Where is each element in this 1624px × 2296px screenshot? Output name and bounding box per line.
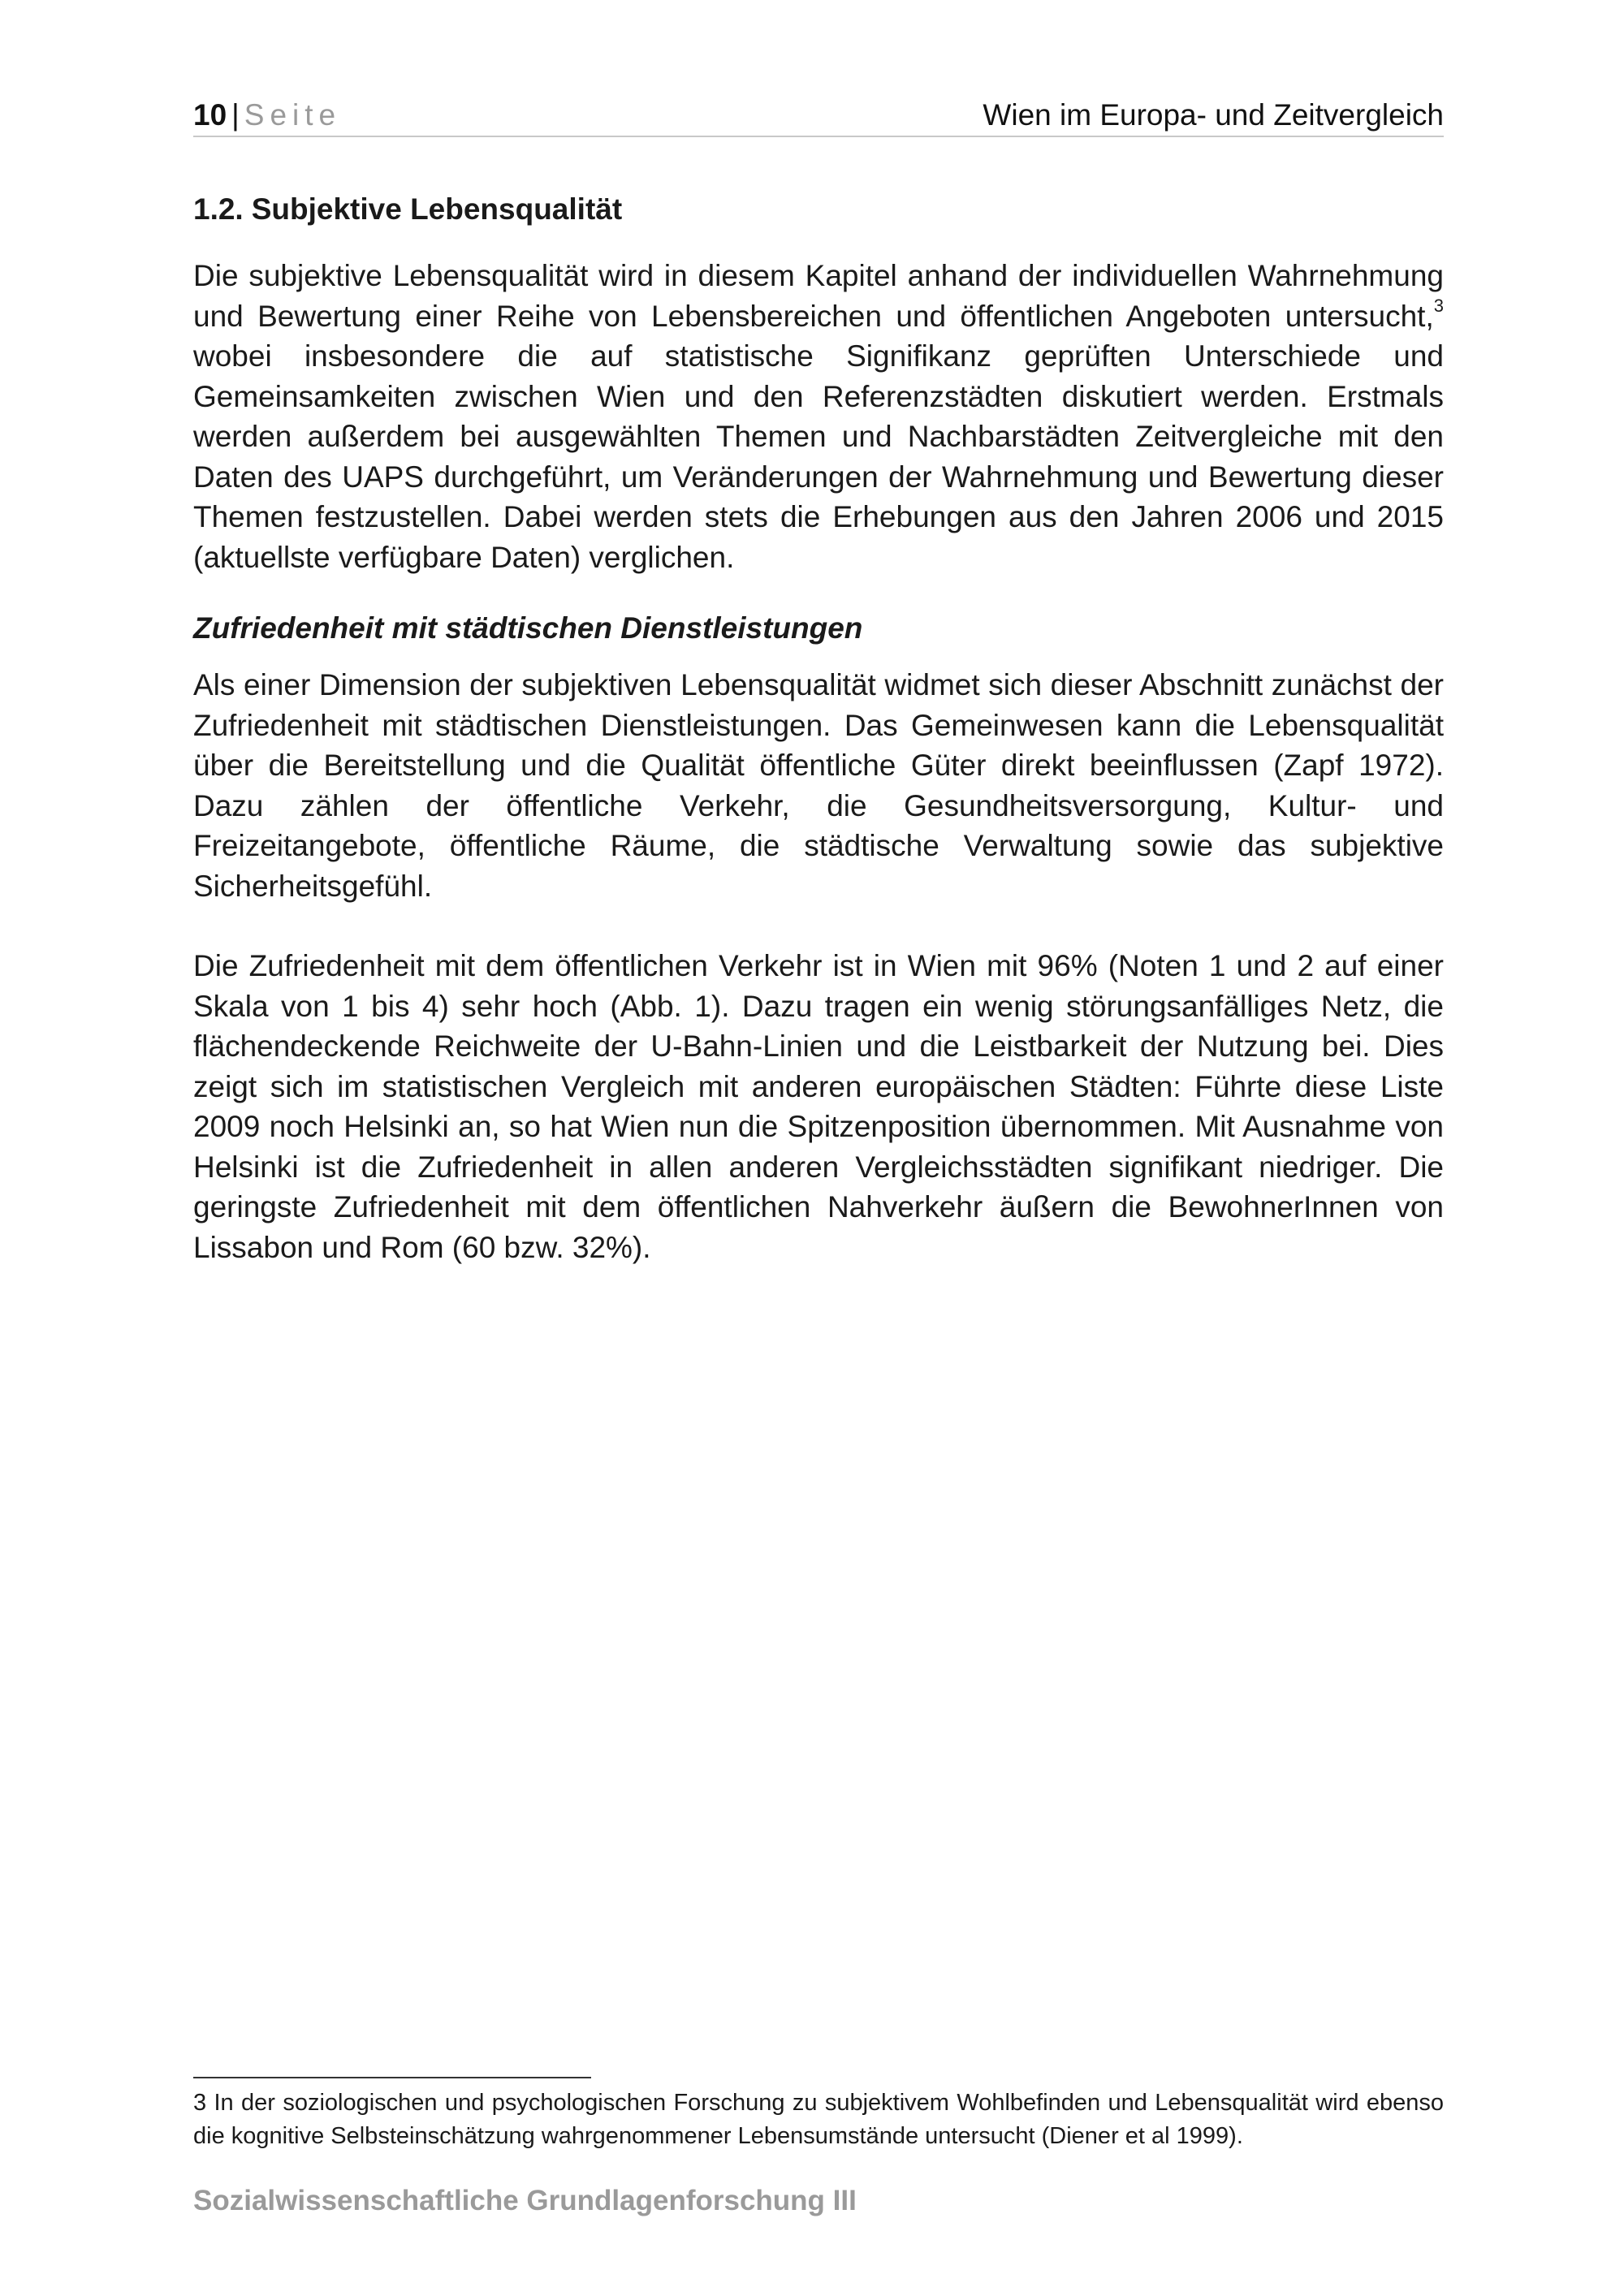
section-number: 1.2.	[193, 192, 244, 226]
paragraph-spacer	[193, 906, 1444, 946]
page-header	[193, 96, 1444, 135]
page-number-block	[193, 96, 341, 135]
intro-text-after-note: wobei insbesondere die auf statistische Signifikanz geprüften Unterschiede und Gemeinsamkeiten zwischen Wien und den Referenzstädten diskutiert werden. Erstmals werden außerdem bei ausgewählten Themen und Nachbarstädten Zeitvergleiche mit den Daten des UAPS durchgeführt, um Veränderungen der Wahrnehmung und Bewertung dieser Themen festzustellen. Dabei werden stets die Erhebungen aus den Jahren 2006 und 2015 (aktuellste verfügbare Daten) verglichen.	[193, 339, 1444, 574]
footnote-reference: 3	[1433, 295, 1444, 316]
page-footer: Sozialwissenschaftliche Grundlagenforschung III	[193, 2185, 857, 2216]
footnote-divider	[193, 2077, 591, 2078]
running-title: Wien im Europa- und Zeitvergleich	[983, 98, 1444, 132]
page-number: 10	[193, 98, 227, 132]
page-word: Seite	[244, 98, 342, 132]
header-divider	[193, 136, 1444, 137]
section-title: Subjektive Lebensqualität	[251, 192, 623, 226]
intro-paragraph	[193, 256, 1444, 577]
intro-text-before-note: Die subjektive Lebensqualität wird in diesem Kapitel anhand der individuellen Wahrnehmung und Bewertung einer Reihe von Lebensbereichen und öffentlichen Angeboten untersucht,	[193, 259, 1444, 333]
main-content	[193, 189, 1444, 1267]
services-paragraph: Als einer Dimension der subjektiven Lebensqualität widmet sich dieser Abschnitt zunächst der Zufriedenheit mit städtischen Dienstleistungen. Das Gemeinwesen kann die Lebensqualität über die Bereitstellung und die Qualität öffentliche Güter direkt beeinflussen (Zapf 1972). Dazu zählen der öffentliche Verkehr, die Gesundheitsversorgung, Kultur- und Freizeitangebote, öffentliche Räume, die städtische Verwaltung sowie das subjektive Sicherheitsgefühl.	[193, 668, 1444, 903]
subsection-heading: Zufriedenheit mit städtischen Dienstleistungen	[193, 611, 863, 645]
transport-paragraph: Die Zufriedenheit mit dem öffentlichen Verkehr ist in Wien mit 96% (Noten 1 und 2 auf einer Skala von 1 bis 4) sehr hoch (Abb. 1). Dazu tragen ein wenig störungsanfälliges Netz, die flächendeckende Reichweite der U-Bahn-Linien und die Leistbarkeit der Nutzung bei. Dies zeigt sich im statistischen Vergleich mit anderen europäischen Städten: Führte diese Liste 2009 noch Helsinki an, so hat Wien nun die Spitzenposition übernommen. Mit Ausnahme von Helsinki ist die Zufriedenheit in allen anderen Vergleichsstädten signifikant niedriger. Die geringste Zufriedenheit mit dem öffentlichen Nahverkehr äußern die BewohnerInnen von Lissabon und Rom (60 bzw. 32%).	[193, 949, 1444, 1264]
footnote: 3 In der soziologischen und psychologischen Forschung zu subjektivem Wohlbefinden und Lebensqualität wird ebenso die kognitive Selbsteinschätzung wahrgenommener Lebensumstände untersucht (Diener et al 1999).	[193, 2090, 1444, 2149]
section-heading	[193, 189, 1444, 230]
header-separator: |	[231, 98, 240, 132]
